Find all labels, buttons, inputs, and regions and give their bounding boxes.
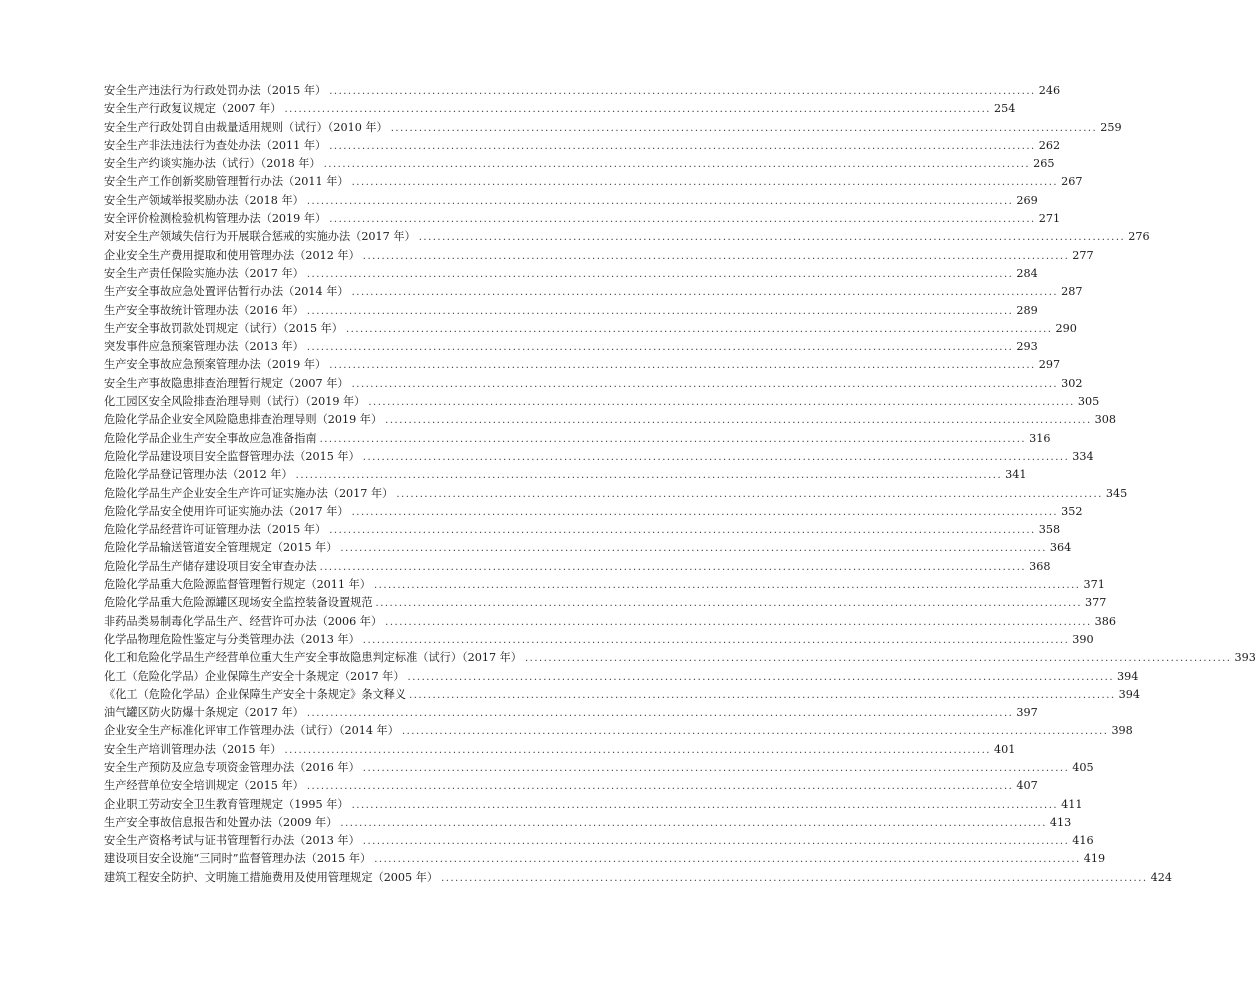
toc-entry-title: 安全生产预防及应急专项资金管理办法（2016 年）: [104, 760, 360, 774]
toc-leader-dots: [307, 339, 1014, 357]
table-of-contents: [104, 82, 1256, 887]
toc-leader-dots: [441, 870, 1148, 888]
toc-entry-page-number: 345: [1105, 486, 1128, 500]
toc-entry-title: 安全生产非法违法行为查处办法（2011 年）: [104, 138, 327, 152]
toc-entry[interactable]: [104, 759, 1094, 777]
toc-entry[interactable]: [104, 430, 1051, 448]
toc-entry[interactable]: [104, 320, 1077, 338]
toc-entry-title: 安全评价检测检验机构管理办法（2019 年）: [104, 212, 327, 226]
toc-entry[interactable]: [104, 539, 1072, 557]
toc-entry-title: 危险化学品输送管道安全管理规定（2015 年）: [104, 541, 338, 555]
toc-entry-title: 生产安全事故信息报告和处置办法（2009 年）: [104, 815, 338, 829]
toc-leader-dots: [307, 705, 1014, 723]
toc-entry-page-number: 265: [1033, 157, 1055, 171]
toc-entry-title: 突发事件应急预案管理办法（2013 年）: [104, 340, 304, 354]
toc-entry[interactable]: [104, 850, 1106, 868]
toc-leader-dots: [525, 650, 1232, 668]
toc-entry-title: 化工和危险化学品生产经营单位重大生产安全事故隐患判定标准（试行）（2017 年）: [104, 651, 522, 665]
toc-leader-dots: [409, 687, 1116, 705]
toc-entry-page-number: 287: [1061, 285, 1083, 299]
toc-entry[interactable]: [104, 869, 1172, 887]
toc-entry-page-number: 284: [1016, 266, 1038, 280]
toc-entry[interactable]: [104, 100, 1016, 118]
toc-leader-dots: [352, 376, 1059, 394]
toc-entry-title: 危险化学品经营许可证管理办法（2015 年）: [104, 523, 327, 537]
toc-entry-page-number: 297: [1038, 358, 1061, 372]
toc-entry-title: 《化工（危险化学品）企业保障生产安全十条规定》条文释义: [104, 687, 407, 701]
toc-leader-dots: [346, 321, 1053, 339]
toc-entry-page-number: 407: [1016, 779, 1038, 793]
toc-leader-dots: [363, 248, 1070, 266]
toc-entry-page-number: 377: [1085, 596, 1107, 610]
toc-leader-dots: [363, 449, 1070, 467]
toc-entry[interactable]: [104, 631, 1094, 649]
toc-entry-page-number: 394: [1117, 669, 1139, 683]
toc-entry-title: 油气罐区防火防爆十条规定（2017 年）: [104, 706, 304, 720]
toc-entry-page-number: 364: [1049, 541, 1072, 555]
toc-entry[interactable]: [104, 668, 1139, 686]
toc-entry-title: 安全生产违法行为行政处罚办法（2015 年）: [104, 84, 327, 97]
toc-entry[interactable]: [104, 82, 1061, 100]
toc-entry-page-number: 246: [1038, 84, 1061, 97]
toc-leader-dots: [396, 486, 1103, 504]
toc-entry-title: 生产安全事故统计管理办法（2016 年）: [104, 303, 304, 317]
toc-entry-page-number: 401: [993, 742, 1016, 756]
toc-entry[interactable]: [104, 576, 1105, 594]
toc-leader-dots: [363, 760, 1070, 778]
toc-entry-title: 建设项目安全设施“三同时”监督管理办法（2015 年）: [104, 852, 372, 866]
toc-entry-page-number: 289: [1016, 303, 1038, 317]
toc-entry[interactable]: [104, 338, 1038, 356]
toc-entry-page-number: 276: [1128, 230, 1150, 244]
toc-entry-title: 安全生产工作创新奖励管理暂行办法（2011 年）: [104, 175, 349, 189]
toc-entry-title: 危险化学品安全使用许可证实施办法（2017 年）: [104, 504, 349, 518]
toc-entry-page-number: 419: [1083, 852, 1106, 866]
toc-entry[interactable]: [104, 137, 1061, 155]
toc-entry[interactable]: [104, 247, 1094, 265]
toc-entry[interactable]: [104, 832, 1094, 850]
toc-entry[interactable]: [104, 503, 1083, 521]
toc-leader-dots: [402, 723, 1109, 741]
toc-entry[interactable]: [104, 173, 1083, 191]
toc-entry[interactable]: [104, 722, 1133, 740]
toc-entry[interactable]: [104, 777, 1038, 795]
toc-entry-page-number: 397: [1016, 706, 1038, 720]
toc-leader-dots: [329, 357, 1036, 375]
toc-entry-title: 安全生产培训管理办法（2015 年）: [104, 742, 282, 756]
toc-leader-dots: [374, 851, 1081, 869]
toc-entry-page-number: 386: [1094, 614, 1117, 628]
toc-entry-page-number: 416: [1072, 834, 1094, 848]
toc-leader-dots: [363, 833, 1070, 851]
toc-leader-dots: [385, 614, 1092, 632]
toc-leader-dots: [307, 266, 1014, 284]
toc-leader-dots: [307, 303, 1014, 321]
toc-entry-page-number: 267: [1061, 175, 1083, 189]
toc-entry-title: 非药品类易制毒化学品生产、经营许可办法（2006 年）: [104, 614, 383, 628]
toc-leader-dots: [376, 595, 1083, 613]
toc-entry-page-number: 341: [1005, 468, 1027, 482]
toc-entry-page-number: 352: [1061, 504, 1083, 518]
toc-entry-title: 危险化学品重大危险源罐区现场安全监控装备设置规范: [104, 596, 373, 610]
toc-entry-page-number: 371: [1083, 578, 1105, 592]
toc-entry-title: 化工（危险化学品）企业保障生产安全十条规定（2017 年）: [104, 669, 405, 683]
toc-entry-title: 生产安全事故罚款处罚规定（试行）（2015 年）: [104, 321, 343, 335]
toc-entry-title: 危险化学品生产储存建设项目安全审查办法: [104, 559, 317, 573]
toc-entry[interactable]: [104, 155, 1055, 173]
toc-leader-dots: [419, 229, 1126, 247]
toc-entry[interactable]: [104, 741, 1016, 759]
toc-leader-dots: [374, 577, 1081, 595]
toc-leader-dots: [385, 412, 1092, 430]
toc-entry[interactable]: [104, 228, 1150, 246]
toc-entry[interactable]: [104, 393, 1100, 411]
toc-entry-page-number: 293: [1016, 340, 1038, 354]
toc-leader-dots: [352, 284, 1059, 302]
toc-entry-page-number: 259: [1100, 120, 1122, 134]
toc-entry[interactable]: [104, 796, 1083, 814]
toc-leader-dots: [284, 101, 991, 119]
toc-entry[interactable]: [104, 521, 1061, 539]
toc-entry-page-number: 334: [1072, 449, 1094, 463]
toc-entry-page-number: 305: [1077, 395, 1100, 409]
toc-entry[interactable]: [104, 302, 1038, 320]
toc-leader-dots: [320, 431, 1027, 449]
toc-entry-page-number: 254: [993, 102, 1016, 116]
toc-entry-page-number: 271: [1038, 212, 1061, 226]
toc-leader-dots: [391, 120, 1098, 138]
toc-entry[interactable]: [104, 466, 1027, 484]
toc-leader-dots: [307, 778, 1014, 796]
toc-entry[interactable]: [104, 448, 1094, 466]
toc-entry-page-number: 411: [1061, 797, 1083, 811]
toc-entry-title: 危险化学品建设项目安全监督管理办法（2015 年）: [104, 449, 360, 463]
toc-entry[interactable]: [104, 356, 1061, 374]
toc-leader-dots: [352, 797, 1059, 815]
toc-entry[interactable]: [104, 613, 1117, 631]
toc-entry-page-number: 277: [1072, 248, 1094, 262]
toc-entry-page-number: 405: [1072, 760, 1094, 774]
toc-entry-title: 企业安全生产费用提取和使用管理办法（2012 年）: [104, 248, 360, 262]
toc-leader-dots: [352, 504, 1059, 522]
toc-entry-page-number: 358: [1038, 523, 1061, 537]
toc-leader-dots: [340, 815, 1047, 833]
toc-entry-page-number: 262: [1038, 138, 1061, 152]
toc-entry[interactable]: [104, 594, 1107, 612]
toc-entry-title: 生产安全事故应急预案管理办法（2019 年）: [104, 358, 327, 372]
toc-entry-page-number: 269: [1016, 193, 1038, 207]
toc-entry-title: 安全生产行政复议规定（2007 年）: [104, 102, 282, 116]
toc-entry-title: 生产经营单位安全培训规定（2015 年）: [104, 779, 304, 793]
toc-entry-title: 安全生产约谈实施办法（试行）（2018 年）: [104, 157, 321, 171]
toc-leader-dots: [307, 193, 1014, 211]
toc-entry[interactable]: [104, 210, 1061, 228]
toc-entry-page-number: 308: [1094, 413, 1117, 427]
toc-entry-page-number: 398: [1111, 724, 1133, 738]
toc-entry[interactable]: [104, 265, 1038, 283]
toc-leader-dots: [329, 83, 1036, 101]
toc-entry-page-number: 424: [1150, 870, 1172, 884]
toc-leader-dots: [284, 742, 991, 760]
toc-entry-title: 安全生产行政处罚自由裁量适用规则（试行）（2010 年）: [104, 120, 388, 134]
toc-entry-title: 安全生产领域举报奖励办法（2018 年）: [104, 193, 304, 207]
toc-entry-title: 安全生产事故隐患排查治理暂行规定（2007 年）: [104, 376, 349, 390]
toc-leader-dots: [324, 156, 1031, 174]
toc-entry-title: 危险化学品登记管理办法（2012 年）: [104, 468, 293, 482]
toc-entry-title: 建筑工程安全防护、文明施工措施费用及使用管理规定（2005 年）: [104, 870, 439, 884]
toc-entry-page-number: 390: [1072, 632, 1094, 646]
toc-entry[interactable]: [104, 411, 1117, 429]
toc-leader-dots: [329, 522, 1036, 540]
toc-entry[interactable]: [104, 704, 1038, 722]
toc-entry-page-number: 316: [1029, 431, 1051, 445]
toc-entry-page-number: 302: [1061, 376, 1083, 390]
toc-leader-dots: [340, 540, 1047, 558]
toc-entry-page-number: 368: [1029, 559, 1051, 573]
toc-entry[interactable]: [104, 485, 1128, 503]
toc-entry[interactable]: [104, 686, 1140, 704]
toc-leader-dots: [408, 669, 1115, 687]
toc-leader-dots: [296, 467, 1003, 485]
toc-leader-dots: [363, 632, 1070, 650]
toc-entry-page-number: 394: [1118, 687, 1140, 701]
toc-entry-title: 危险化学品重大危险源监督管理暂行规定（2011 年）: [104, 578, 371, 592]
toc-entry-title: 危险化学品生产企业安全生产许可证实施办法（2017 年）: [104, 486, 394, 500]
toc-entry-title: 企业职工劳动安全卫生教育管理规定（1995 年）: [104, 797, 349, 811]
toc-entry-title: 对安全生产领域失信行为开展联合惩戒的实施办法（2017 年）: [104, 230, 416, 244]
toc-entry[interactable]: [104, 119, 1122, 137]
toc-entry-title: 危险化学品企业生产安全事故应急准备指南: [104, 431, 317, 445]
toc-entry-page-number: 393: [1234, 651, 1256, 665]
toc-leader-dots: [329, 211, 1036, 229]
toc-entry-page-number: 413: [1049, 815, 1072, 829]
toc-entry[interactable]: [104, 283, 1083, 301]
toc-entry[interactable]: [104, 558, 1051, 576]
toc-entry[interactable]: [104, 814, 1072, 832]
toc-entry-title: 化工园区安全风险排查治理导则（试行）（2019 年）: [104, 395, 366, 409]
toc-entry-title: 安全生产资格考试与证书管理暂行办法（2013 年）: [104, 834, 360, 848]
toc-leader-dots: [329, 138, 1036, 156]
toc-entry-title: 化学品物理危险性鉴定与分类管理办法（2013 年）: [104, 632, 360, 646]
toc-entry[interactable]: [104, 375, 1083, 393]
toc-entry-title: 危险化学品企业安全风险隐患排查治理导则（2019 年）: [104, 413, 383, 427]
toc-entry-page-number: 290: [1055, 321, 1077, 335]
toc-leader-dots: [352, 174, 1059, 192]
toc-entry[interactable]: [104, 649, 1256, 667]
toc-leader-dots: [320, 559, 1027, 577]
toc-entry-title: 安全生产责任保险实施办法（2017 年）: [104, 266, 304, 280]
toc-entry-title: 企业安全生产标准化评审工作管理办法（试行）（2014 年）: [104, 724, 399, 738]
toc-entry[interactable]: [104, 192, 1038, 210]
toc-entry-title: 生产安全事故应急处置评估暂行办法（2014 年）: [104, 285, 349, 299]
toc-leader-dots: [368, 394, 1075, 412]
